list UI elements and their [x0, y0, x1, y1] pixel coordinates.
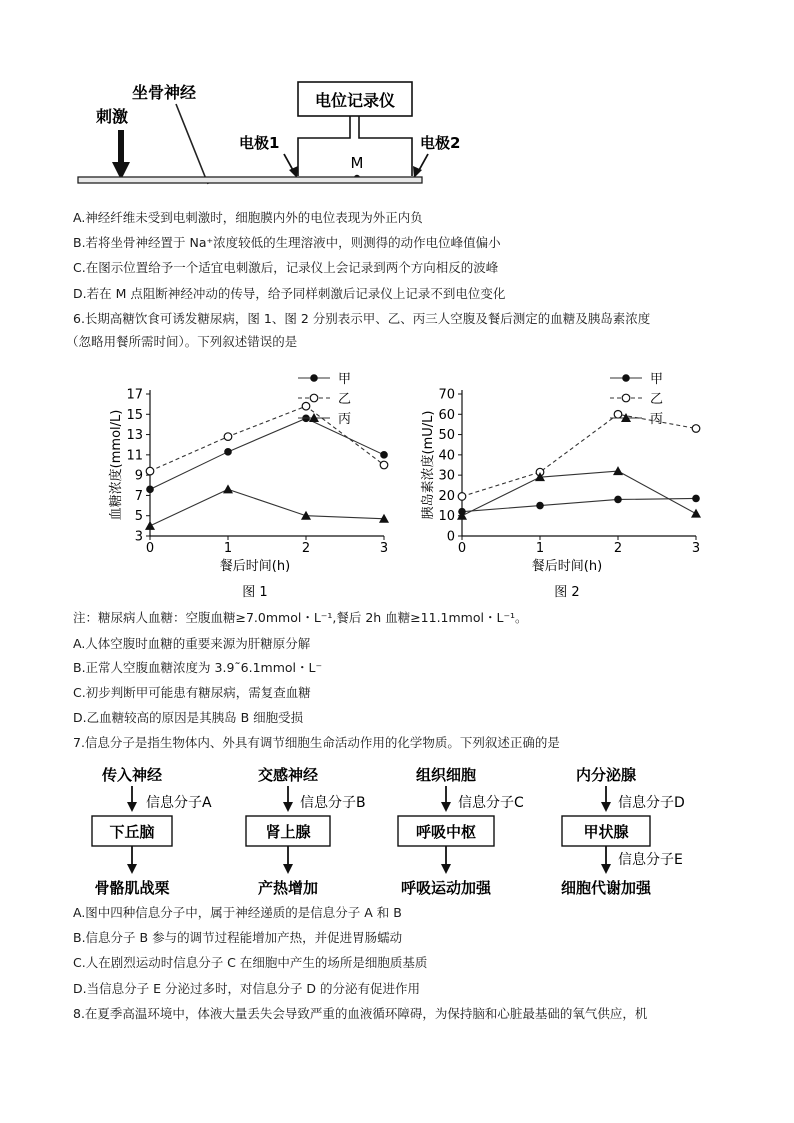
q7-option-d: D.当信息分子 E 分泌过多时，对信息分子 D 的分泌有促进作用 [73, 981, 421, 996]
q7-option-a: A.图中四种信息分子中，属于神经递质的是信息分子 A 和 B [73, 905, 402, 920]
chart2-series-1-point [692, 495, 700, 503]
chart2-x-tick-label: 2 [613, 541, 623, 556]
q5-option-d: D.若在 M 点阻断神经冲动的传导，给予同样刺激后记录仪上记录不到电位变化 [73, 286, 506, 301]
chart1-series-3-point [145, 521, 155, 530]
group-c-molecule: 信息分子C [458, 795, 524, 811]
q7-stem: 7.信息分子是指生物体内、外具有调节细胞生命活动作用的化学物质。下列叙述正确的是 [73, 735, 560, 750]
sciatic-nerve-label: 坐骨神经 [132, 83, 197, 102]
chart1-x-tick-label: 3 [379, 541, 389, 556]
chart1-x-axis-label: 餐后时间(h) [219, 559, 291, 574]
chart1-x-tick-label: 2 [301, 541, 311, 556]
sciatic-nerve-pointer [176, 104, 208, 184]
sciatic-nerve-fiber [78, 177, 422, 183]
group-a-source: 传入神经 [101, 766, 163, 784]
q5-option-c: C.在图示位置给予一个适宜电刺激后，记录仪上会记录到两个方向相反的波峰 [73, 260, 499, 275]
chart2-x-tick-label: 1 [535, 541, 545, 556]
chart2-series-3-point [613, 466, 623, 475]
chart2-y-tick-label: 0 [446, 529, 455, 545]
chart1-legend-label-1: 甲 [338, 372, 352, 387]
chart1-series-1-point [224, 448, 232, 456]
chart1-y-tick-label: 13 [126, 428, 143, 444]
chart2-y-tick-label: 50 [438, 428, 455, 444]
chart2-y-tick-label: 70 [438, 387, 455, 403]
recorder-label: 电位记录仪 [314, 91, 396, 110]
chart2-legend-label-2: 乙 [650, 392, 664, 407]
chart2-y-tick-label: 60 [438, 407, 455, 423]
chart2-series-line-1 [462, 498, 696, 511]
chart1-series-2-point [302, 402, 310, 410]
group-d-molecule: 信息分子D [618, 795, 685, 811]
q6-stem-line2: （忽略用餐所需时间）。下列叙述错误的是 [66, 334, 298, 349]
chart2-y-tick-label: 20 [438, 488, 455, 504]
chart2-series-3-point [691, 509, 701, 518]
nerve-recording-diagram [70, 76, 461, 194]
chart1-series-2-point [224, 433, 232, 441]
signal-group-d [561, 766, 685, 897]
group-d-target: 甲状腺 [583, 823, 629, 841]
chart2-y-tick-label: 40 [438, 448, 455, 464]
signal-group-a [92, 766, 212, 897]
group-c-target: 呼吸中枢 [415, 823, 477, 841]
group-d-effect: 细胞代谢加强 [560, 879, 652, 897]
chart1-series-3-point [301, 511, 311, 520]
chart1-legend-label-3: 丙 [338, 412, 352, 427]
chart1-series-1-point [380, 451, 388, 459]
chart1-y-tick-label: 5 [134, 509, 143, 525]
chart2-legend-label-1: 甲 [650, 372, 664, 387]
chart2-series-2-point [614, 410, 622, 418]
group-b-molecule: 信息分子B [300, 795, 366, 811]
electrode1-arrowhead [289, 166, 298, 178]
q6-stem-line1: 6.长期高糖饮食可诱发糖尿病，图 1、图 2 分别表示甲、乙、丙三人空腹及餐后测定的血糖及胰岛素浓度 [73, 311, 651, 326]
chart2-y-tick-label: 10 [438, 509, 455, 525]
chart2-series-2-point [692, 425, 700, 433]
chart2-y-tick-label: 30 [438, 468, 455, 484]
chart1-y-tick-label: 17 [126, 387, 143, 403]
chart1-series-2-point [146, 467, 154, 475]
chart1-series-line-1 [150, 418, 384, 489]
point-m-label: M [350, 154, 364, 172]
q7-option-c: C.人在剧烈运动时信息分子 C 在细胞中产生的场所是细胞质基质 [73, 955, 428, 970]
chart2-series-1-point [536, 502, 544, 510]
chart1-y-tick-label: 11 [126, 448, 143, 464]
recorder-wire-left [298, 116, 350, 176]
q5-option-a: A.神经纤维未受到电刺激时，细胞膜内外的电位表现为外正内负 [73, 210, 423, 225]
chart1-x-tick-label: 0 [145, 541, 155, 556]
chart1-series-3-point [223, 484, 233, 493]
signal-group-b [246, 766, 366, 897]
chart2-series-1-point [614, 496, 622, 504]
chart1-y-tick-label: 15 [126, 407, 143, 423]
group-a-molecule: 信息分子A [146, 795, 212, 811]
chart1-series-line-3 [150, 489, 384, 526]
group-d-source: 内分泌腺 [575, 766, 637, 784]
chart1-legend-marker-2 [310, 394, 318, 402]
electrode1-label: 电极1 [239, 134, 280, 152]
signal-molecule-diagram [76, 760, 716, 900]
q5-option-b: B.若将坐骨神经置于 Na⁺浓度较低的生理溶液中，则测得的动作电位峰值偏小 [73, 235, 501, 250]
chart2-y-axis-label: 胰岛素浓度(mU/L) [421, 410, 436, 520]
chart1-series-2-point [380, 461, 388, 469]
group-d-molecule2: 信息分子E [618, 852, 683, 868]
chart1-y-tick-label: 3 [134, 529, 143, 545]
q6-option-b: B.正常人空腹血糖浓度为 3.9˜6.1mmol・L⁻ [73, 660, 323, 675]
chart1-x-tick-label: 1 [223, 541, 233, 556]
chart1-series-1-point [146, 486, 154, 494]
chart2-legend-label-3: 丙 [650, 412, 664, 427]
stimulus-arrow-shaft [118, 130, 124, 164]
group-c-effect: 呼吸运动加强 [400, 879, 492, 897]
chart1-caption: 图 1 [242, 585, 268, 600]
chart2-x-axis-label: 餐后时间(h) [531, 559, 603, 574]
q7-option-b: B.信息分子 B 参与的调节过程能增加产热，并促进胃肠蠕动 [73, 930, 403, 945]
chart2-legend-marker-1 [622, 374, 630, 382]
q6-option-c: C.初步判断甲可能患有糖尿病，需复查血糖 [73, 685, 311, 700]
q6-option-a: A.人体空腹时血糖的重要来源为肝糖原分解 [73, 636, 311, 651]
chart2-caption: 图 2 [554, 585, 580, 600]
group-a-target: 下丘脑 [109, 823, 155, 841]
chart2-series-2-point [458, 493, 466, 501]
stimulus-label: 刺激 [96, 107, 129, 126]
chart1-y-axis-label: 血糖浓度(mmol/L) [109, 409, 124, 521]
electrode2-label: 电极2 [420, 134, 461, 152]
recorder-wire-right [359, 116, 412, 176]
q6-note: 注：糖尿病人血糖：空腹血糖≥7.0mmol・L⁻¹,餐后 2h 血糖≥11.1mmol・L⁻¹。 [73, 610, 528, 625]
chart-blood-glucose [100, 372, 390, 604]
group-a-effect: 骨骼肌战栗 [94, 879, 170, 897]
group-b-source: 交感神经 [257, 766, 319, 784]
group-c-source: 组织细胞 [415, 766, 477, 784]
group-b-target: 肾上腺 [265, 823, 311, 841]
chart1-legend-marker-1 [310, 374, 318, 382]
q6-option-d: D.乙血糖较高的原因是其胰岛 B 细胞受损 [73, 710, 304, 725]
chart1-y-tick-label: 7 [134, 488, 143, 504]
signal-group-c [398, 766, 524, 897]
chart1-legend-label-2: 乙 [338, 392, 352, 407]
chart1-y-tick-label: 9 [134, 468, 143, 484]
chart2-legend-marker-2 [622, 394, 630, 402]
chart2-x-tick-label: 0 [457, 541, 467, 556]
chart2-x-tick-label: 3 [691, 541, 701, 556]
group-b-effect: 产热增加 [257, 879, 319, 897]
q8-stem: 8.在夏季高温环境中，体液大量丢失会导致严重的血液循环障碍，为保持脑和心脏最基础的氧气供应，机 [73, 1006, 648, 1021]
chart-insulin [412, 372, 702, 604]
